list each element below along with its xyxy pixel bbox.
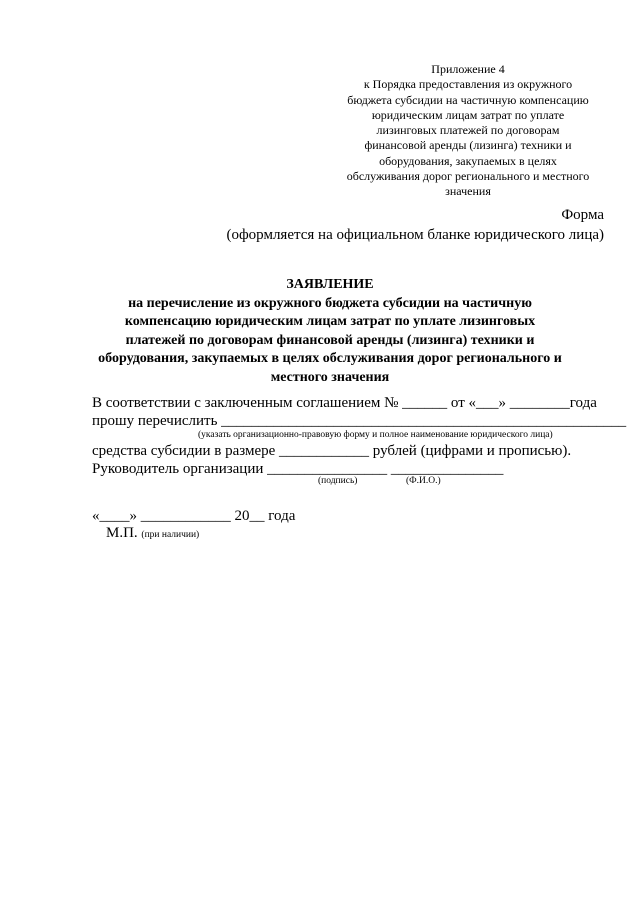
statement-title-line: компенсацию юридическим лицам затрат по уплате лизинговых: [124, 314, 536, 330]
appendix-line: бюджета субсидии на частичную компенсацию: [347, 92, 589, 107]
agreement-line: В соответствии с заключенным соглашением № ______ от «___» ________года: [92, 395, 597, 411]
head-line: Руководитель организации ________________ _______________: [92, 461, 504, 477]
stamp-line: [106, 524, 199, 544]
statement-title: [80, 276, 580, 388]
appendix-line: к Порядка предоставления из окружного: [363, 77, 573, 92]
transfer-line: прошу перечислить ______________________________________________________: [92, 413, 627, 429]
amount-line: средства субсидии в размере ____________ рублей (цифрами и прописью).: [92, 443, 572, 459]
form-note: (оформляется на официальном бланке юридического лица): [226, 227, 604, 243]
statement-title-line: местного значения: [270, 369, 390, 385]
statement-title-line: оборудования, закупаемых в целях обслуживания дорог регионального и: [98, 351, 562, 367]
statement-title-line: на перечисление из окружного бюджета субсидии на частичную: [128, 295, 532, 311]
stamp-hint: (при наличии): [141, 530, 200, 540]
stamp-label: М.П.: [106, 525, 138, 541]
signature-hint: (подпись): [318, 476, 358, 486]
appendix-line: Приложение 4: [431, 62, 505, 76]
form-title: Форма: [561, 207, 604, 223]
statement-title-line: платежей по договорам финансовой аренды (лизинга) техники и: [125, 332, 535, 348]
date-line: «____» ____________ 20__ года: [92, 508, 296, 524]
statement-heading: ЗАЯВЛЕНИЕ: [286, 277, 374, 292]
name-hint: (Ф.И.О.): [406, 476, 441, 486]
transfer-hint: (указать организационно-правовую форму и полное наименование юридического лица): [198, 430, 553, 440]
appendix-line: обслуживания дорог регионального и местного: [346, 169, 590, 184]
form-label: [226, 205, 604, 245]
appendix-line: юридическим лицам затрат по уплате: [371, 107, 565, 122]
appendix-line: оборудования, закупаемых в целях: [379, 153, 557, 168]
appendix-line: лизинговых платежей по договорам: [376, 123, 560, 138]
appendix-line: финансовой аренды (лизинга) техники и: [364, 138, 572, 153]
appendix-header: [330, 62, 606, 200]
appendix-line: значения: [445, 184, 491, 199]
